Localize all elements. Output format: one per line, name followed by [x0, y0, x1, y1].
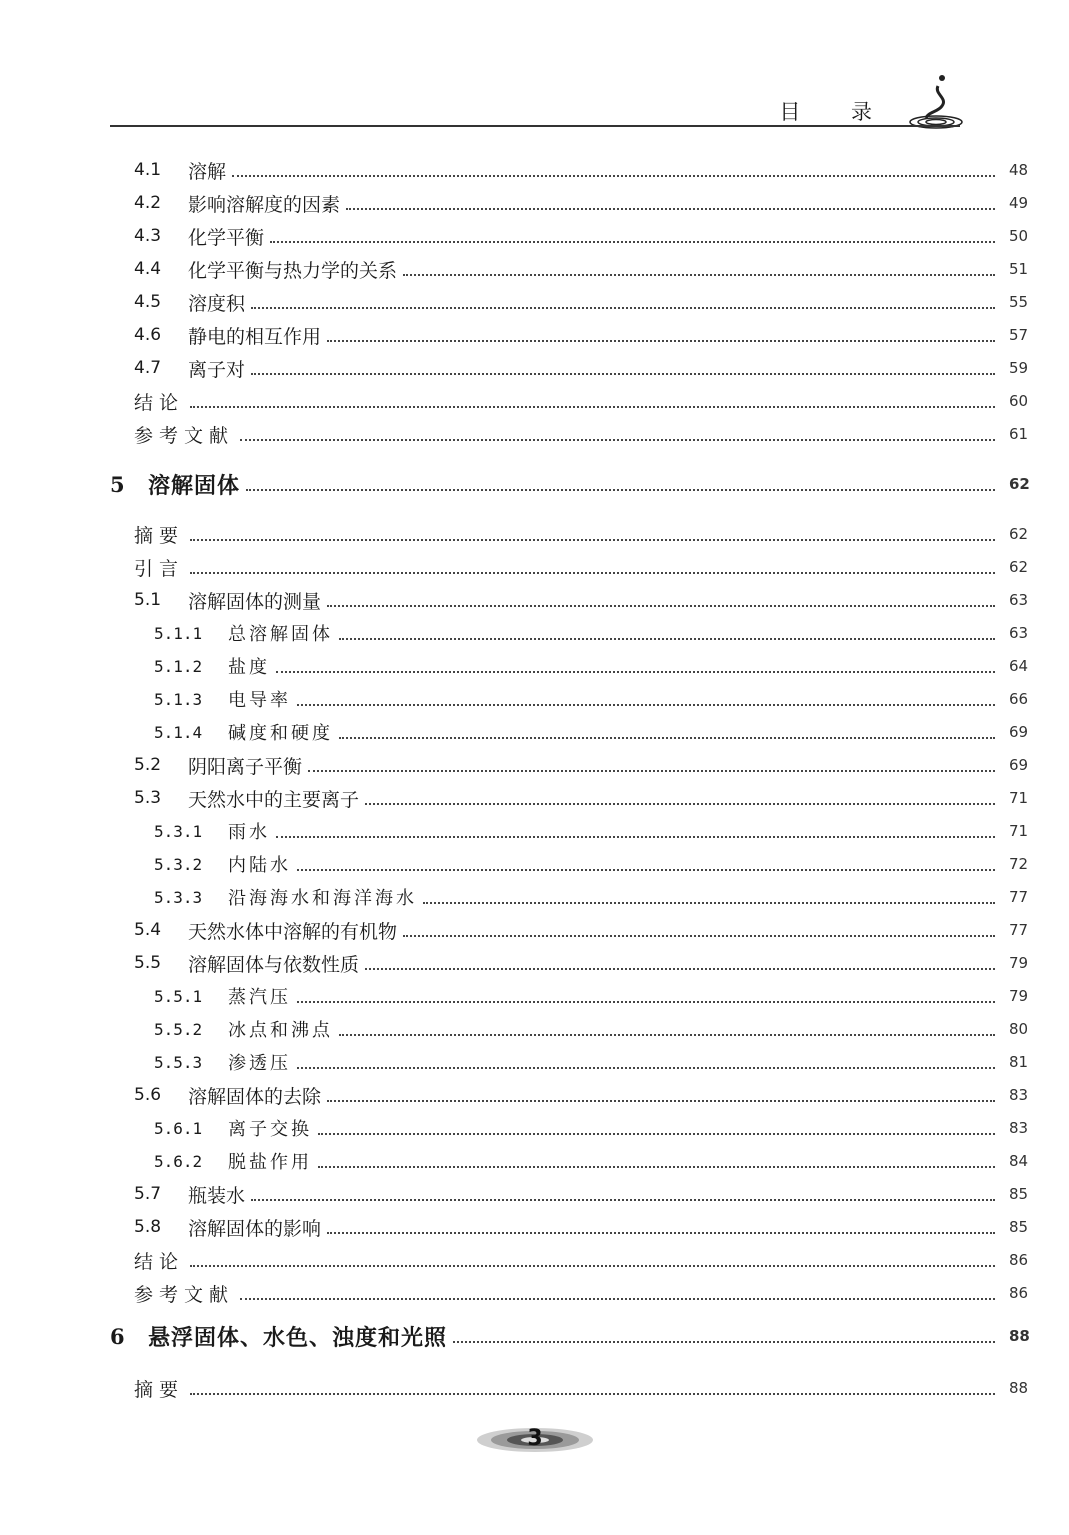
toc-entry-number: 5.2 [134, 755, 162, 775]
toc-entry-page: 69 [1009, 723, 1029, 741]
dot-leader [232, 175, 995, 177]
toc-entry-page: 55 [1009, 293, 1029, 311]
toc-entry [0, 1112, 1069, 1144]
toc-entry-number: 5.1.3 [154, 689, 203, 709]
dot-leader [365, 803, 995, 805]
toc-entry-page: 72 [1009, 855, 1029, 873]
toc-entry [0, 286, 1069, 318]
dot-leader [327, 1100, 995, 1102]
toc-entry-page: 88 [1009, 1327, 1030, 1345]
toc-entry-number: 5.4 [134, 920, 162, 940]
toc-entry-page: 83 [1009, 1119, 1029, 1137]
toc-entry-page: 66 [1009, 690, 1029, 708]
toc-entry-title: 引言 [134, 557, 185, 580]
dot-leader [297, 704, 995, 706]
dot-leader [190, 1393, 995, 1395]
toc-entry-title: 冰点和沸点 [228, 1020, 333, 1041]
toc-entry-number: 5.6.1 [154, 1118, 203, 1138]
toc-entry-number: 5.5.3 [154, 1052, 203, 1072]
toc-entry [0, 1211, 1069, 1243]
header-rule [110, 125, 960, 127]
toc-entry [0, 947, 1069, 979]
toc-entry-title: 摘要 [134, 524, 185, 547]
toc-entry-title: 瓶装水 [188, 1184, 246, 1207]
toc-entry [0, 385, 1069, 417]
toc-entry-page: 85 [1009, 1185, 1029, 1203]
toc-entry-title: 溶解 [188, 160, 227, 183]
toc-entry-page: 84 [1009, 1152, 1029, 1170]
toc-entry-title: 参考文献 [134, 1283, 235, 1306]
toc-entry-page: 79 [1009, 987, 1029, 1005]
toc-entry-page: 63 [1009, 591, 1029, 609]
toc-entry-number: 5.1.1 [154, 623, 203, 643]
toc-entry-page: 69 [1009, 756, 1029, 774]
toc-entry-number: 5.6 [134, 1085, 162, 1105]
dot-leader [327, 605, 995, 607]
toc-entry-number: 5 [110, 471, 125, 497]
toc-entry [0, 1079, 1069, 1111]
dot-leader [327, 340, 995, 342]
dot-leader [297, 1001, 995, 1003]
toc-entry-title: 结论 [134, 391, 185, 414]
dot-leader [240, 1298, 995, 1300]
toc-entry [0, 1046, 1069, 1078]
toc-entry-title: 脱盐作用 [228, 1152, 312, 1173]
toc-entry-page: 77 [1009, 888, 1029, 906]
dot-leader [276, 836, 995, 838]
toc-entry-title: 摘要 [134, 1378, 185, 1401]
toc-entry-page: 83 [1009, 1086, 1029, 1104]
dot-leader [403, 935, 995, 937]
toc-entry [0, 617, 1069, 649]
toc-entry-page: 62 [1009, 558, 1029, 576]
toc-entry-title: 悬浮固体、水色、浊度和光照 [148, 1324, 448, 1351]
dot-leader [270, 241, 995, 243]
toc-entry-number: 4.5 [134, 292, 162, 312]
toc-entry-number: 5.5 [134, 953, 162, 973]
dot-leader [346, 208, 995, 210]
toc-entry-number: 5.3.1 [154, 821, 203, 841]
toc-entry [0, 782, 1069, 814]
dot-leader [403, 274, 995, 276]
toc-entry-title: 化学平衡与热力学的关系 [188, 259, 398, 282]
dot-leader [246, 489, 995, 491]
dot-leader [318, 1166, 995, 1168]
toc-entry-title: 盐度 [228, 657, 270, 678]
toc-entry-title: 化学平衡 [188, 226, 265, 249]
toc-entry-page: 81 [1009, 1053, 1029, 1071]
toc-entry-title: 离子对 [188, 358, 246, 381]
dot-leader [423, 902, 995, 904]
toc-entry-page: 86 [1009, 1251, 1029, 1269]
toc-entry [0, 518, 1069, 550]
toc-entry-title: 溶解固体 [148, 472, 241, 499]
toc-entry-title: 天然水体中溶解的有机物 [188, 920, 398, 943]
toc-entry-title: 影响溶解度的因素 [188, 193, 341, 216]
toc-entry-page: 57 [1009, 326, 1029, 344]
toc-entry [0, 1320, 1069, 1352]
toc-entry-page: 61 [1009, 425, 1029, 443]
toc-entry-page: 71 [1009, 789, 1029, 807]
toc-entry-number: 4.2 [134, 193, 162, 213]
toc-entry-number: 5.1.2 [154, 656, 203, 676]
toc-entry-number: 4.3 [134, 226, 162, 246]
toc-entry [0, 716, 1069, 748]
toc-entry-page: 80 [1009, 1020, 1029, 1038]
toc-entry-number: 5.3 [134, 788, 162, 808]
toc-entry-page: 49 [1009, 194, 1029, 212]
dot-leader [339, 638, 995, 640]
toc-entry-title: 静电的相互作用 [188, 325, 322, 348]
toc-entry-page: 88 [1009, 1379, 1029, 1397]
toc-entry-page: 62 [1009, 525, 1029, 543]
toc-entry-title: 参考文献 [134, 424, 235, 447]
toc-entry [0, 1145, 1069, 1177]
toc-entry-title: 沿海海水和海洋海水 [228, 888, 417, 909]
dot-leader [190, 1265, 995, 1267]
toc-entry-page: 51 [1009, 260, 1029, 278]
toc-entry [0, 1013, 1069, 1045]
dot-leader [190, 539, 995, 541]
dot-leader [190, 572, 995, 574]
toc-entry [0, 1244, 1069, 1276]
toc-entry [0, 980, 1069, 1012]
toc-entry-title: 电导率 [228, 690, 291, 711]
dot-leader [453, 1341, 995, 1343]
toc-entry [0, 1277, 1069, 1309]
toc-entry-number: 5.1 [134, 590, 162, 610]
dot-leader [327, 1232, 995, 1234]
dot-leader [251, 373, 995, 375]
toc-entry-title: 碱度和硬度 [228, 723, 333, 744]
toc-entry-title: 结论 [134, 1250, 185, 1273]
toc-entry-page: 79 [1009, 954, 1029, 972]
dot-leader [251, 307, 995, 309]
toc-entry [0, 220, 1069, 252]
toc-entry [0, 683, 1069, 715]
toc-entry-number: 4.6 [134, 325, 162, 345]
toc-entry-title: 溶解固体的测量 [188, 590, 322, 613]
toc-entry-page: 85 [1009, 1218, 1029, 1236]
toc-entry-number: 5.3.2 [154, 854, 203, 874]
page-header [0, 0, 1069, 140]
toc-entry [0, 815, 1069, 847]
toc-entry-title: 总溶解固体 [228, 624, 333, 645]
dot-leader [318, 1133, 995, 1135]
toc-entry-title: 蒸汽压 [228, 987, 291, 1008]
dot-leader [240, 439, 995, 441]
toc-entry-number: 5.5.1 [154, 986, 203, 1006]
dot-leader [308, 770, 995, 772]
toc-entry-number: 5.8 [134, 1217, 162, 1237]
toc-entry-page: 48 [1009, 161, 1029, 179]
toc-entry [0, 1372, 1069, 1404]
toc-entry-title: 阴阳离子平衡 [188, 755, 303, 778]
toc-entry-number: 6 [110, 1323, 125, 1349]
toc-entry [0, 650, 1069, 682]
toc-entry [0, 468, 1069, 500]
page-number: 3 [527, 1426, 543, 1451]
toc-entry [0, 319, 1069, 351]
toc-entry-title: 离子交换 [228, 1119, 312, 1140]
toc-entry [0, 1178, 1069, 1210]
toc-entry [0, 881, 1069, 913]
toc-entry-page: 60 [1009, 392, 1029, 410]
toc-entry [0, 253, 1069, 285]
toc-entry-title: 溶解固体的影响 [188, 1217, 322, 1240]
toc-entry [0, 848, 1069, 880]
dot-leader [251, 1199, 995, 1201]
toc-entry-page: 62 [1009, 475, 1030, 493]
toc-entry-title: 渗透压 [228, 1053, 291, 1074]
toc-entry-number: 4.1 [134, 160, 162, 180]
header-title: 目 录 [779, 100, 894, 124]
dot-leader [297, 1067, 995, 1069]
toc-entry-page: 64 [1009, 657, 1029, 675]
toc-entry-page: 86 [1009, 1284, 1029, 1302]
toc-entry [0, 154, 1069, 186]
toc-entry-title: 天然水中的主要离子 [188, 788, 360, 811]
dot-leader [365, 968, 995, 970]
toc-entry-number: 5.7 [134, 1184, 162, 1204]
toc-entry-number: 5.1.4 [154, 722, 203, 742]
toc-entry-page: 63 [1009, 624, 1029, 642]
toc-entry-title: 溶度积 [188, 292, 246, 315]
toc-entry [0, 418, 1069, 450]
toc-entry-title: 溶解固体与依数性质 [188, 953, 360, 976]
dot-leader [297, 869, 995, 871]
toc-entry [0, 187, 1069, 219]
toc-entry-number: 4.4 [134, 259, 162, 279]
dot-leader [339, 1034, 995, 1036]
toc-entry-page: 50 [1009, 227, 1029, 245]
toc-entry-number: 5.5.2 [154, 1019, 203, 1039]
dot-leader [190, 406, 995, 408]
toc-entry [0, 352, 1069, 384]
dot-leader [276, 671, 995, 673]
toc-entry-title: 雨水 [228, 822, 270, 843]
toc-entry-title: 内陆水 [228, 855, 291, 876]
toc-entry-number: 4.7 [134, 358, 162, 378]
toc-entry-number: 5.3.3 [154, 887, 203, 907]
toc-entry-page: 59 [1009, 359, 1029, 377]
page-footer [470, 1420, 600, 1460]
dot-leader [339, 737, 995, 739]
water-drop-logo-icon [904, 72, 964, 132]
toc-entry-number: 5.6.2 [154, 1151, 203, 1171]
toc-entry [0, 914, 1069, 946]
toc-entry-page: 71 [1009, 822, 1029, 840]
toc-entry-page: 77 [1009, 921, 1029, 939]
toc-entry [0, 749, 1069, 781]
toc-entry [0, 551, 1069, 583]
toc-entry-title: 溶解固体的去除 [188, 1085, 322, 1108]
toc-entry [0, 584, 1069, 616]
